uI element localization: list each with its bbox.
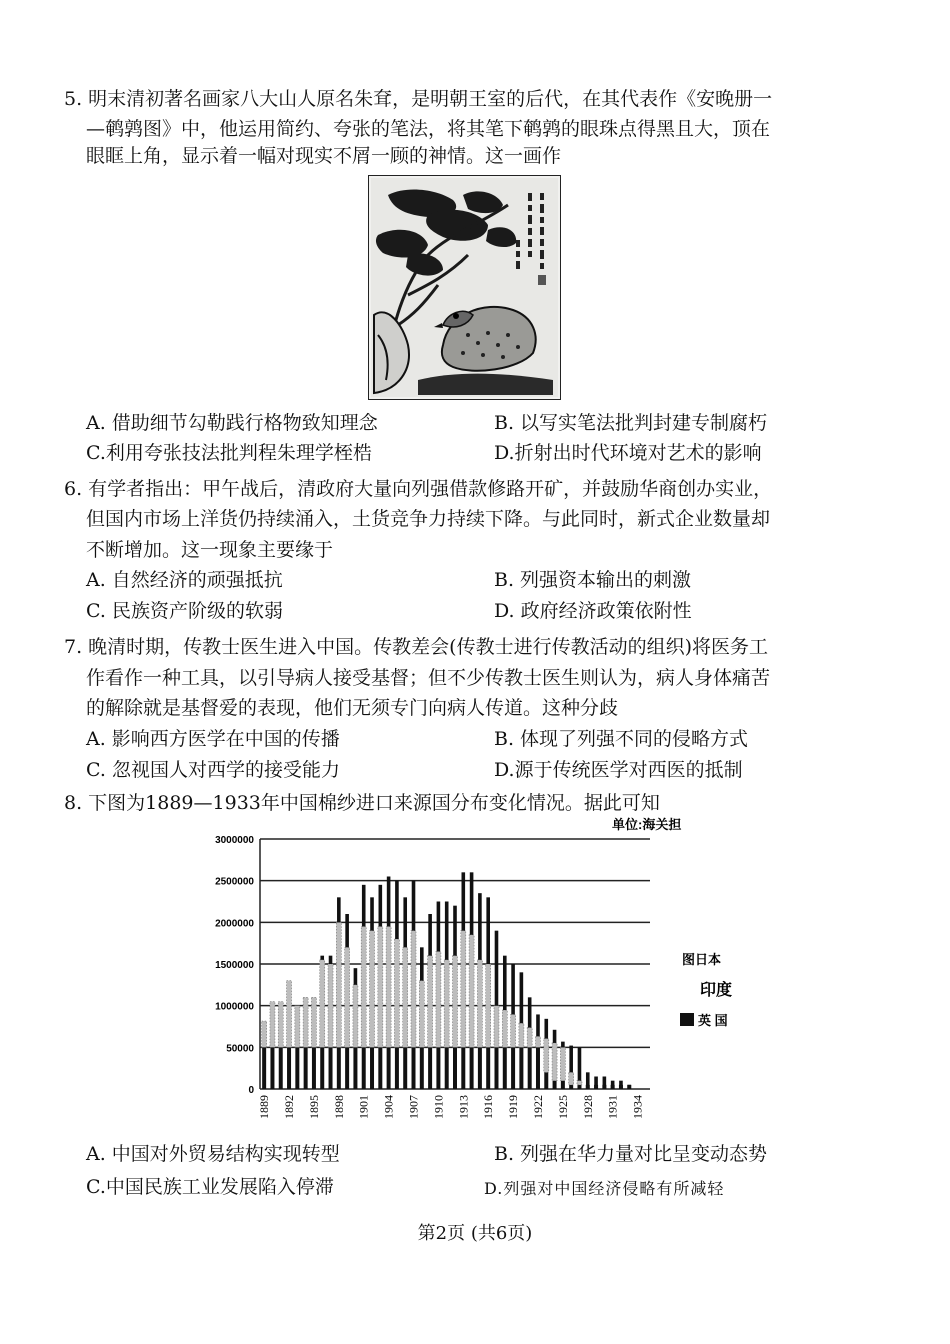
- bar-britain: [577, 1085, 581, 1089]
- bar-japan: [544, 1019, 548, 1039]
- x-tick-label: 1916: [481, 1095, 496, 1119]
- bar-britain: [519, 1047, 523, 1089]
- bar-india: [262, 1021, 267, 1047]
- bar-japan: [594, 1077, 598, 1090]
- bar-britain: [287, 1047, 291, 1089]
- q6-line1: 6. 有学者指出：甲午战后，清政府大量向列强借款修路开矿，并鼓励华商创办实业，: [64, 478, 773, 500]
- q6-option-a: A. 自然经济的顽强抵抗: [86, 569, 283, 591]
- bar-japan: [528, 997, 532, 1027]
- bar-britain: [420, 1047, 424, 1089]
- bar-india: [345, 947, 350, 1047]
- x-tick-label: 1919: [506, 1095, 521, 1119]
- legend-india: 印度: [700, 982, 733, 999]
- bar-india: [527, 1028, 532, 1048]
- bar-india: [361, 927, 366, 1048]
- q6-option-c: C. 民族资产阶级的软弱: [86, 600, 283, 622]
- bar-japan: [437, 902, 441, 952]
- bar-india: [287, 981, 292, 1048]
- bar-india: [295, 1006, 300, 1048]
- q5-line2: —鹌鹑图》中，他运用简约、夸张的笔法，将其笔下鹌鹑的眼珠点得黑且大，顶在: [86, 118, 771, 140]
- bar-japan: [395, 881, 399, 939]
- bar-india: [444, 960, 449, 1048]
- y-tick-label: 1500000: [215, 960, 254, 971]
- x-tick-label: 1904: [381, 1095, 396, 1119]
- y-tick-label: 1000000: [215, 1001, 254, 1013]
- q5-option-d: D.折射出时代环境对艺术的影响: [494, 442, 762, 464]
- y-tick-label: 0: [248, 1085, 254, 1096]
- bar-india: [461, 931, 466, 1048]
- q7-line1: 7. 晚清时期，传教士医生进入中国。传教差会(传教士进行传教活动的组织)将医务工: [64, 636, 768, 658]
- q8-option-d: D.列强对中国经济侵略有所减轻: [484, 1179, 725, 1198]
- bar-britain: [395, 1047, 399, 1089]
- bar-india: [477, 960, 482, 1048]
- cotton-yarn-import-chart: [180, 814, 760, 1134]
- bar-japan: [603, 1077, 607, 1090]
- bar-india: [535, 1036, 540, 1047]
- x-tick-label: 1925: [555, 1095, 570, 1119]
- x-tick-label: 1931: [605, 1095, 620, 1119]
- bar-britain: [387, 1047, 391, 1089]
- bar-britain: [337, 1047, 341, 1089]
- bar-india: [411, 931, 416, 1048]
- bar-japan: [461, 872, 465, 930]
- bar-japan: [453, 906, 457, 956]
- y-tick-label: 2000000: [215, 918, 254, 930]
- x-tick-label: 1895: [306, 1095, 321, 1119]
- bar-india: [494, 1006, 499, 1048]
- bar-britain: [544, 1072, 548, 1089]
- bar-india: [403, 947, 408, 1047]
- bar-japan: [329, 956, 333, 964]
- bar-britain: [345, 1047, 349, 1089]
- q7-line3: 的解除就是基督爱的表现，他们无须专门向病人传道。这种分歧: [86, 697, 619, 719]
- x-tick-label: 1901: [356, 1095, 371, 1119]
- bar-japan: [379, 885, 383, 927]
- bar-britain: [353, 1047, 357, 1089]
- bar-britain: [262, 1047, 266, 1089]
- bar-britain: [312, 1047, 316, 1089]
- q5-line1: 5. 明末清初著名画家八大山人原名朱耷，是明朝王室的后代，在其代表作《安晚册一: [64, 88, 773, 110]
- bar-japan: [536, 1014, 540, 1036]
- bar-japan: [420, 947, 424, 980]
- bar-japan: [627, 1085, 631, 1089]
- bar-japan: [569, 1046, 573, 1073]
- q7-line2: 作看作一种工具，以引导病人接受基督；但不少传教士医生则认为，病人身体痛苦: [86, 667, 771, 689]
- q6-option-d: D. 政府经济政策依附性: [494, 600, 692, 622]
- page-footer: 第2页 (共6页): [417, 1223, 533, 1244]
- bar-britain: [478, 1047, 482, 1089]
- bar-india: [569, 1072, 574, 1085]
- bar-japan: [611, 1081, 615, 1089]
- q7-option-a: A. 影响西方医学在中国的传播: [86, 728, 340, 750]
- x-tick-label: 1913: [456, 1095, 471, 1119]
- bar-britain: [370, 1047, 374, 1089]
- bar-japan: [428, 914, 432, 956]
- bar-britain: [445, 1047, 449, 1089]
- bar-india: [328, 964, 333, 1047]
- bar-britain: [279, 1047, 283, 1089]
- bar-india: [560, 1047, 565, 1080]
- q5-option-b: B. 以写实笔法批判封建专制腐朽: [494, 412, 768, 434]
- bar-japan: [470, 872, 474, 935]
- bar-india: [419, 981, 424, 1048]
- bar-britain: [511, 1047, 515, 1089]
- bar-india: [378, 927, 383, 1048]
- bar-japan: [387, 877, 391, 927]
- y-tick-label: 3000000: [215, 835, 254, 846]
- bar-britain: [403, 1047, 407, 1089]
- bar-japan: [370, 897, 374, 930]
- bar-japan: [553, 1030, 557, 1043]
- bar-britain: [453, 1047, 457, 1089]
- chart-unit-label: 单位:海关担: [612, 817, 682, 832]
- bar-india: [577, 1081, 582, 1085]
- bar-india: [428, 956, 433, 1048]
- bar-britain: [503, 1047, 507, 1089]
- bar-britain: [320, 1047, 324, 1089]
- x-tick-label: 1922: [530, 1095, 545, 1119]
- y-tick-label: 50000: [226, 1043, 254, 1055]
- bar-britain: [553, 1081, 557, 1089]
- x-tick-label: 1898: [331, 1095, 346, 1119]
- q5-line3: 眼眶上角，显示着一幅对现实不屑一顾的神情。这一画作: [86, 145, 562, 167]
- x-tick-label: 1892: [282, 1095, 297, 1119]
- bar-japan: [503, 956, 507, 1010]
- bar-britain: [561, 1081, 565, 1089]
- bar-britain: [436, 1047, 440, 1089]
- bar-britain: [295, 1047, 299, 1089]
- bar-india: [386, 927, 391, 1048]
- bar-japan: [362, 885, 366, 927]
- bar-britain: [412, 1047, 416, 1089]
- q7-option-d: D.源于传统医学对西医的抵制: [494, 759, 743, 781]
- legend-japan: 图日本: [682, 952, 722, 967]
- bar-india: [436, 952, 441, 1048]
- legend-britain-swatch: [680, 1013, 694, 1026]
- bar-india: [394, 939, 399, 1047]
- bar-japan: [478, 893, 482, 960]
- bar-india: [486, 964, 491, 1047]
- bar-britain: [569, 1085, 573, 1089]
- q5-option-a: A. 借助细节勾勒践行格物致知理念: [86, 412, 378, 434]
- bar-japan: [511, 964, 515, 1014]
- x-tick-label: 1934: [630, 1095, 645, 1119]
- bar-britain: [494, 1047, 498, 1089]
- bar-japan: [445, 902, 449, 960]
- bar-india: [502, 1010, 507, 1047]
- bar-india: [303, 997, 308, 1047]
- bar-japan: [337, 897, 341, 922]
- bar-india: [311, 997, 316, 1047]
- bar-japan: [345, 914, 349, 947]
- bar-britain: [536, 1047, 540, 1089]
- bar-india: [270, 1002, 275, 1048]
- bar-japan: [586, 1072, 590, 1089]
- bar-britain: [304, 1047, 308, 1089]
- bar-japan: [486, 897, 490, 964]
- bar-japan: [561, 1042, 565, 1048]
- bar-japan: [320, 956, 324, 960]
- bar-japan: [619, 1081, 623, 1089]
- bar-japan: [520, 972, 524, 1023]
- bar-india: [370, 931, 375, 1048]
- bar-japan: [578, 1047, 582, 1080]
- q8-option-c: C.中国民族工业发展陷入停滞: [86, 1176, 334, 1198]
- bar-britain: [362, 1047, 366, 1089]
- bar-britain: [470, 1047, 474, 1089]
- bar-japan: [403, 897, 407, 947]
- bar-britain: [461, 1047, 465, 1089]
- bar-britain: [528, 1047, 532, 1089]
- y-tick-label: 2500000: [215, 876, 254, 888]
- q8-option-a: A. 中国对外贸易结构实现转型: [86, 1143, 340, 1165]
- bar-japan: [354, 968, 358, 985]
- bar-india: [469, 935, 474, 1048]
- legend-britain: 英 国: [698, 1013, 728, 1028]
- x-tick-label: 1910: [431, 1095, 446, 1119]
- q7-option-c: C. 忽视国人对西学的接受能力: [86, 759, 340, 781]
- bar-japan: [495, 931, 499, 1006]
- bar-britain: [428, 1047, 432, 1089]
- bar-india: [353, 985, 358, 1048]
- bar-india: [336, 922, 341, 1047]
- bar-india: [552, 1043, 557, 1081]
- q6-line2: 但国内市场上洋货仍持续涌入，土货竞争力持续下降。与此同时，新式企业数量却: [86, 508, 771, 530]
- x-tick-label: 1889: [257, 1095, 272, 1119]
- bar-japan: [412, 881, 416, 931]
- bar-britain: [486, 1047, 490, 1089]
- q8-line1: 8. 下图为1889—1933年中国棉纱进口来源国分布变化情况。据此可知: [64, 792, 660, 814]
- bar-india: [511, 1014, 516, 1047]
- bar-britain: [378, 1047, 382, 1089]
- bar-india: [320, 960, 325, 1048]
- bar-britain: [329, 1047, 333, 1089]
- bar-india: [519, 1023, 524, 1047]
- q7-option-b: B. 体现了列强不同的侵略方式: [494, 728, 749, 750]
- x-tick-label: 1928: [580, 1095, 595, 1119]
- q8-option-b: B. 列强在华力量对比呈变动态势: [494, 1143, 768, 1165]
- x-tick-label: 1907: [406, 1095, 421, 1119]
- bar-india: [453, 956, 458, 1048]
- quail-painting-image: [368, 175, 561, 400]
- bar-india: [544, 1039, 549, 1073]
- q6-option-b: B. 列强资本输出的刺激: [494, 569, 692, 591]
- bar-britain: [270, 1047, 274, 1089]
- bar-india: [278, 1002, 283, 1048]
- q5-option-c: C.利用夸张技法批判程朱理学桎梏: [86, 442, 372, 464]
- q6-line3: 不断增加。这一现象主要缘于: [86, 539, 334, 561]
